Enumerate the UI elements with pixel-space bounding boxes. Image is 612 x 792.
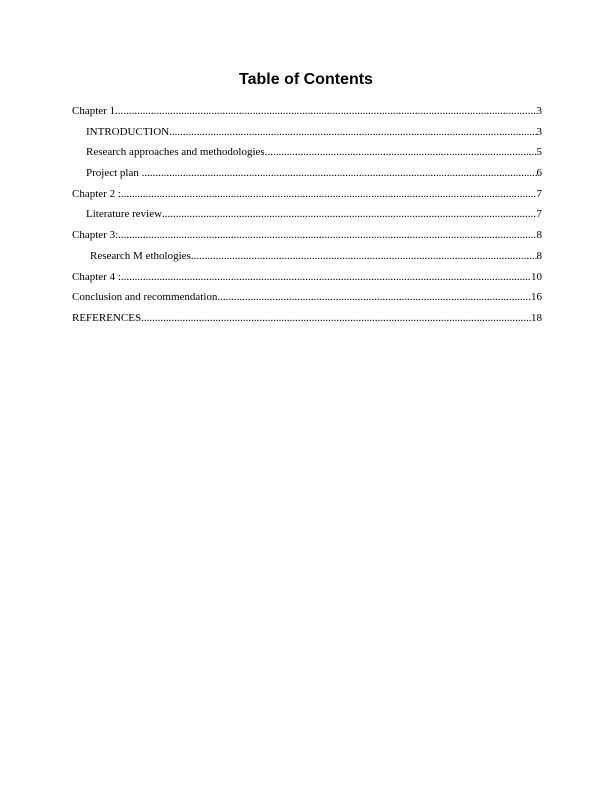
- dot-leader: [169, 126, 536, 138]
- dot-leader: [121, 271, 531, 283]
- toc-entry-text: Project plan: [86, 167, 142, 180]
- dot-leader: [118, 229, 536, 241]
- toc-entry-chapter-3[interactable]: [72, 229, 542, 250]
- toc-page-number: 6: [536, 167, 542, 180]
- toc-entry-conclusion[interactable]: [72, 291, 542, 312]
- dot-leader: [115, 105, 536, 117]
- toc-entry-text: Literature review: [86, 208, 163, 221]
- dot-leader: [142, 167, 537, 179]
- toc-entry-references[interactable]: [72, 312, 542, 333]
- toc-entry-chapter-2[interactable]: [72, 188, 542, 209]
- toc-entry-research-methologies[interactable]: [72, 250, 542, 271]
- page-title: Table of Contents: [239, 71, 373, 88]
- toc-entry-literature-review[interactable]: [72, 208, 542, 229]
- toc-page-number: 10: [531, 270, 542, 283]
- dot-leader: [217, 291, 531, 303]
- toc-page-number: 8: [536, 229, 542, 242]
- toc-list: [72, 105, 542, 333]
- toc-page-number: 3: [536, 105, 542, 117]
- toc-page-number: 18: [531, 311, 542, 324]
- toc-entry-chapter-4[interactable]: [72, 271, 542, 292]
- toc-entry-research-approaches[interactable]: [72, 146, 542, 167]
- toc-entry-project-plan[interactable]: [72, 167, 542, 188]
- dot-leader: [265, 146, 537, 158]
- toc-page-number: 16: [531, 291, 542, 304]
- toc-entry-text: Chapter 3:: [72, 229, 119, 242]
- dot-leader: [191, 250, 537, 262]
- dot-leader: [162, 208, 536, 220]
- toc-page-number: 5: [536, 146, 542, 159]
- toc-page-number: 8: [536, 249, 542, 262]
- toc-page-number: 3: [536, 125, 542, 138]
- toc-entry-text: INTRODUCTION: [86, 125, 170, 138]
- toc-entry-text: Chapter 1: [72, 105, 116, 117]
- toc-entry-chapter-1[interactable]: [72, 105, 542, 126]
- dot-leader: [121, 188, 537, 200]
- toc-entry-text: REFERENCES: [72, 311, 142, 324]
- toc-entry-text: Chapter 4 :: [72, 270, 121, 283]
- toc-entry-text: Conclusion and recommendation: [72, 291, 218, 304]
- toc-entry-text: Chapter 2 :: [72, 187, 121, 200]
- toc-page-number: 7: [536, 208, 542, 221]
- toc-entry-text: Research approaches and methodologies: [86, 146, 265, 159]
- toc-entry-text: Research M ethologies: [90, 249, 191, 262]
- toc-entry-introduction[interactable]: [72, 126, 542, 147]
- toc-page-number: 7: [536, 187, 542, 200]
- dot-leader: [141, 312, 531, 324]
